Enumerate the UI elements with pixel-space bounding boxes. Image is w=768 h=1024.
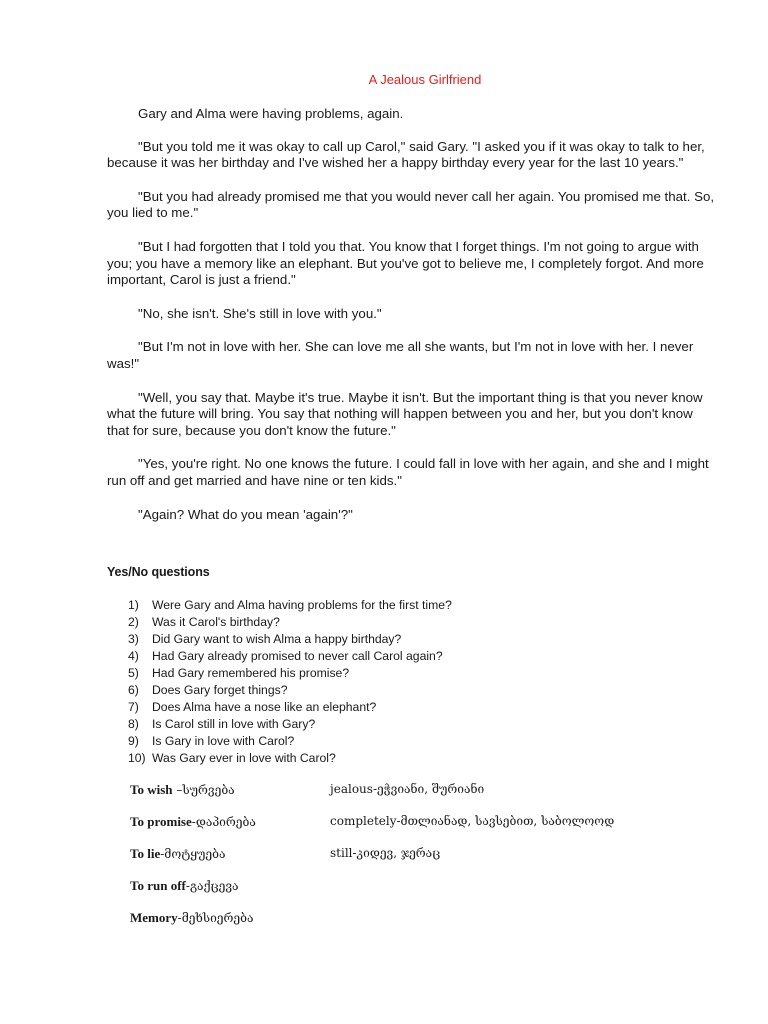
- document-title: A Jealous Girlfriend: [368, 72, 482, 87]
- vocab-separator: -: [185, 879, 190, 893]
- vocab-meaning: სურვება: [182, 783, 235, 797]
- question-number: 4): [128, 649, 139, 663]
- vocab-entry: [130, 782, 235, 798]
- story-paragraph: Gary and Alma were having problems, again.: [138, 106, 404, 121]
- vocabulary-list: [130, 782, 690, 942]
- question-number: 3): [128, 632, 139, 646]
- story-text: [107, 106, 715, 540]
- question-item: [128, 614, 452, 631]
- vocab-row: [130, 814, 690, 846]
- vocab-term: To run off: [130, 878, 186, 893]
- vocab-separator: –: [172, 783, 183, 797]
- question-item: [128, 665, 452, 682]
- vocab-row: [130, 878, 690, 910]
- vocab-meaning: -ეჭვიანი, შურიანი: [372, 782, 485, 796]
- vocab-entry: [130, 846, 225, 862]
- question-item: [128, 631, 452, 648]
- vocab-meaning: მეხსიერება: [181, 911, 254, 925]
- question-text: Were Gary and Alma having problems for the first time?: [152, 598, 452, 612]
- question-text: Had Gary already promised to never call Carol again?: [152, 649, 443, 663]
- question-number: 6): [128, 683, 139, 697]
- vocab-meaning: გაქცევა: [189, 879, 239, 893]
- question-text: Was Gary ever in love with Carol?: [152, 751, 336, 765]
- vocab-row: [130, 846, 690, 878]
- vocab-term: To promise: [130, 814, 192, 829]
- vocab-entry: [330, 814, 614, 828]
- question-number: 2): [128, 615, 139, 629]
- question-item: [128, 699, 452, 716]
- question-text: Is Gary in love with Carol?: [152, 734, 295, 748]
- vocab-term: jealous: [330, 782, 373, 796]
- story-paragraph: "Again? What do you mean 'again'?": [138, 506, 353, 522]
- vocab-entry: [330, 846, 440, 860]
- vocab-meaning: მოტყუება: [164, 847, 226, 861]
- question-text: Does Alma have a nose like an elephant?: [152, 700, 377, 714]
- vocab-meaning: დაპირება: [195, 815, 256, 829]
- question-number: 9): [128, 734, 139, 748]
- questions-heading: Yes/No questions: [107, 565, 210, 579]
- vocab-entry: [330, 782, 484, 796]
- question-number: 8): [128, 717, 139, 731]
- vocab-entry: [130, 814, 256, 830]
- vocab-term: To wish: [130, 782, 173, 797]
- question-number: 10): [128, 751, 146, 765]
- question-number: 5): [128, 666, 139, 680]
- story-paragraph: "But I had forgotten that I told you that. You know that I forget things. I'm not going to argue with you; you have a memory like an elephant. But you've got to believe me, I completely forgot. And more important, Carol is just a friend.": [107, 238, 704, 288]
- vocab-separator: -: [160, 847, 165, 861]
- story-paragraph: "But you told me it was okay to call up Carol," said Gary. "I asked you if it was okay to talk to her, because it was her birthday and I've wished her a happy birthday every year for the last 10 years.": [107, 138, 705, 171]
- story-paragraph: "But I'm not in love with her. She can love me all she wants, but I'm not in love with her. I never was!": [107, 339, 694, 371]
- vocab-row: [130, 782, 690, 814]
- vocab-separator: -: [191, 815, 196, 829]
- questions-list: [128, 597, 452, 767]
- vocab-entry: [130, 910, 254, 926]
- question-text: Had Gary remembered his promise?: [152, 666, 350, 680]
- vocab-term: Memory: [130, 910, 178, 925]
- question-item: [128, 597, 452, 614]
- question-item: [128, 648, 452, 665]
- story-paragraph: "But you had already promised me that you would never call her again. You promised me that. So, you lied to me.": [107, 188, 715, 221]
- question-text: Was it Carol's birthday?: [152, 615, 280, 629]
- question-number: 7): [128, 700, 139, 714]
- question-number: 1): [128, 598, 139, 612]
- vocab-row: [130, 910, 690, 942]
- vocab-meaning: -მთლიანად, სავსებით, საბოლოოდ: [396, 814, 615, 828]
- question-text: Is Carol still in love with Gary?: [152, 717, 316, 731]
- vocab-term: completely: [330, 814, 397, 828]
- story-paragraph: "Yes, you're right. No one knows the future. I could fall in love with her again, and she and I might run off and get married and have nine or ten kids.": [107, 456, 709, 488]
- vocab-separator: -: [177, 911, 182, 925]
- vocab-meaning: -კიდევ, ჯერაც: [352, 846, 441, 860]
- vocab-term: To lie: [130, 846, 161, 861]
- question-item: [128, 750, 452, 767]
- question-item: [128, 682, 452, 699]
- question-item: [128, 733, 452, 750]
- question-item: [128, 716, 452, 733]
- story-paragraph: "Well, you say that. Maybe it's true. Maybe it isn't. But the important thing is that you never know what the future will bring. You say that nothing will happen between you and her, but you don't know that for sure, because you don't know the future.": [107, 389, 703, 438]
- vocab-term: still: [330, 846, 353, 860]
- vocab-entry: [130, 878, 239, 894]
- question-text: Does Gary forget things?: [152, 683, 288, 697]
- question-text: Did Gary want to wish Alma a happy birthday?: [152, 632, 402, 646]
- story-paragraph: "No, she isn't. She's still in love with you.": [138, 305, 382, 321]
